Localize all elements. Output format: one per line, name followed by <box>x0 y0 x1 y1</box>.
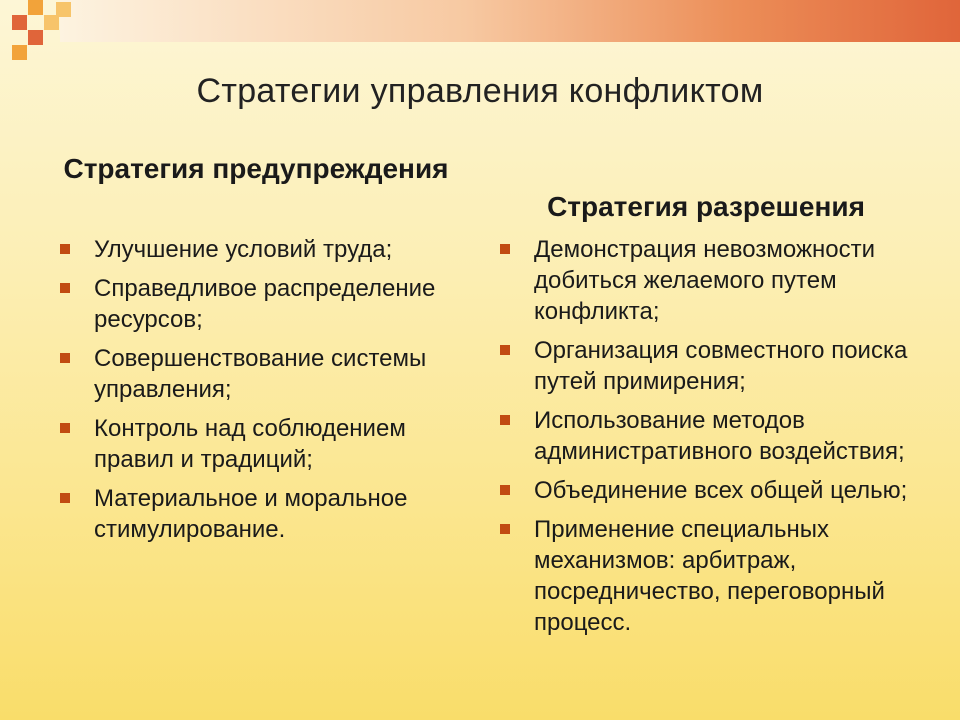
list-item <box>56 483 456 545</box>
list-item <box>56 343 456 405</box>
prevention-heading: Стратегия предупреждения <box>63 153 449 184</box>
resolution-heading: Стратегия разрешения <box>547 191 865 222</box>
list-item-text: Справедливое распределение ресурсов; <box>94 275 436 333</box>
list-item-text: Улучшение условий труда; <box>94 236 393 263</box>
logo-square <box>44 15 59 30</box>
square-bullet-icon <box>60 423 70 433</box>
list-item-text: Организация совместного поиска путей примирения; <box>534 337 908 395</box>
logo-square <box>28 30 43 45</box>
list-item-text: Демонстрация невозможности добиться желаемого путем конфликта; <box>534 236 876 325</box>
list-item <box>496 475 916 506</box>
list-item-text: Материальное и моральное стимулирование. <box>94 485 408 543</box>
prevention-column <box>56 150 456 553</box>
list-item-text: Использование методов административного воздействия; <box>534 407 905 465</box>
list-item <box>496 405 916 467</box>
prevention-list <box>56 234 456 545</box>
resolution-column <box>496 150 916 646</box>
resolution-list <box>496 234 916 638</box>
list-item-text: Объединение всех общей целью; <box>534 477 908 504</box>
list-item <box>496 335 916 397</box>
square-bullet-icon <box>500 244 510 254</box>
square-bullet-icon <box>500 415 510 425</box>
list-item <box>496 514 916 638</box>
list-item-text: Совершенствование системы управления; <box>94 345 427 403</box>
square-bullet-icon <box>60 244 70 254</box>
square-bullet-icon <box>60 353 70 363</box>
list-item <box>496 234 916 327</box>
logo-square <box>12 45 27 60</box>
header-gradient-band <box>60 0 960 42</box>
square-bullet-icon <box>500 345 510 355</box>
list-item-text: Контроль над соблюдением правил и традиций; <box>94 415 406 473</box>
logo-square <box>28 0 43 15</box>
list-item-text: Применение специальных механизмов: арбитраж, посредничество, переговорный процесс. <box>534 516 885 636</box>
square-bullet-icon <box>60 493 70 503</box>
slide-title: Стратегии управления конфликтом <box>196 72 764 110</box>
list-item <box>56 273 456 335</box>
logo-square <box>12 15 27 30</box>
list-item <box>56 413 456 475</box>
corner-logo-icon <box>0 0 72 62</box>
square-bullet-icon <box>500 524 510 534</box>
square-bullet-icon <box>60 283 70 293</box>
logo-square <box>56 2 71 17</box>
list-item <box>56 234 456 265</box>
square-bullet-icon <box>500 485 510 495</box>
